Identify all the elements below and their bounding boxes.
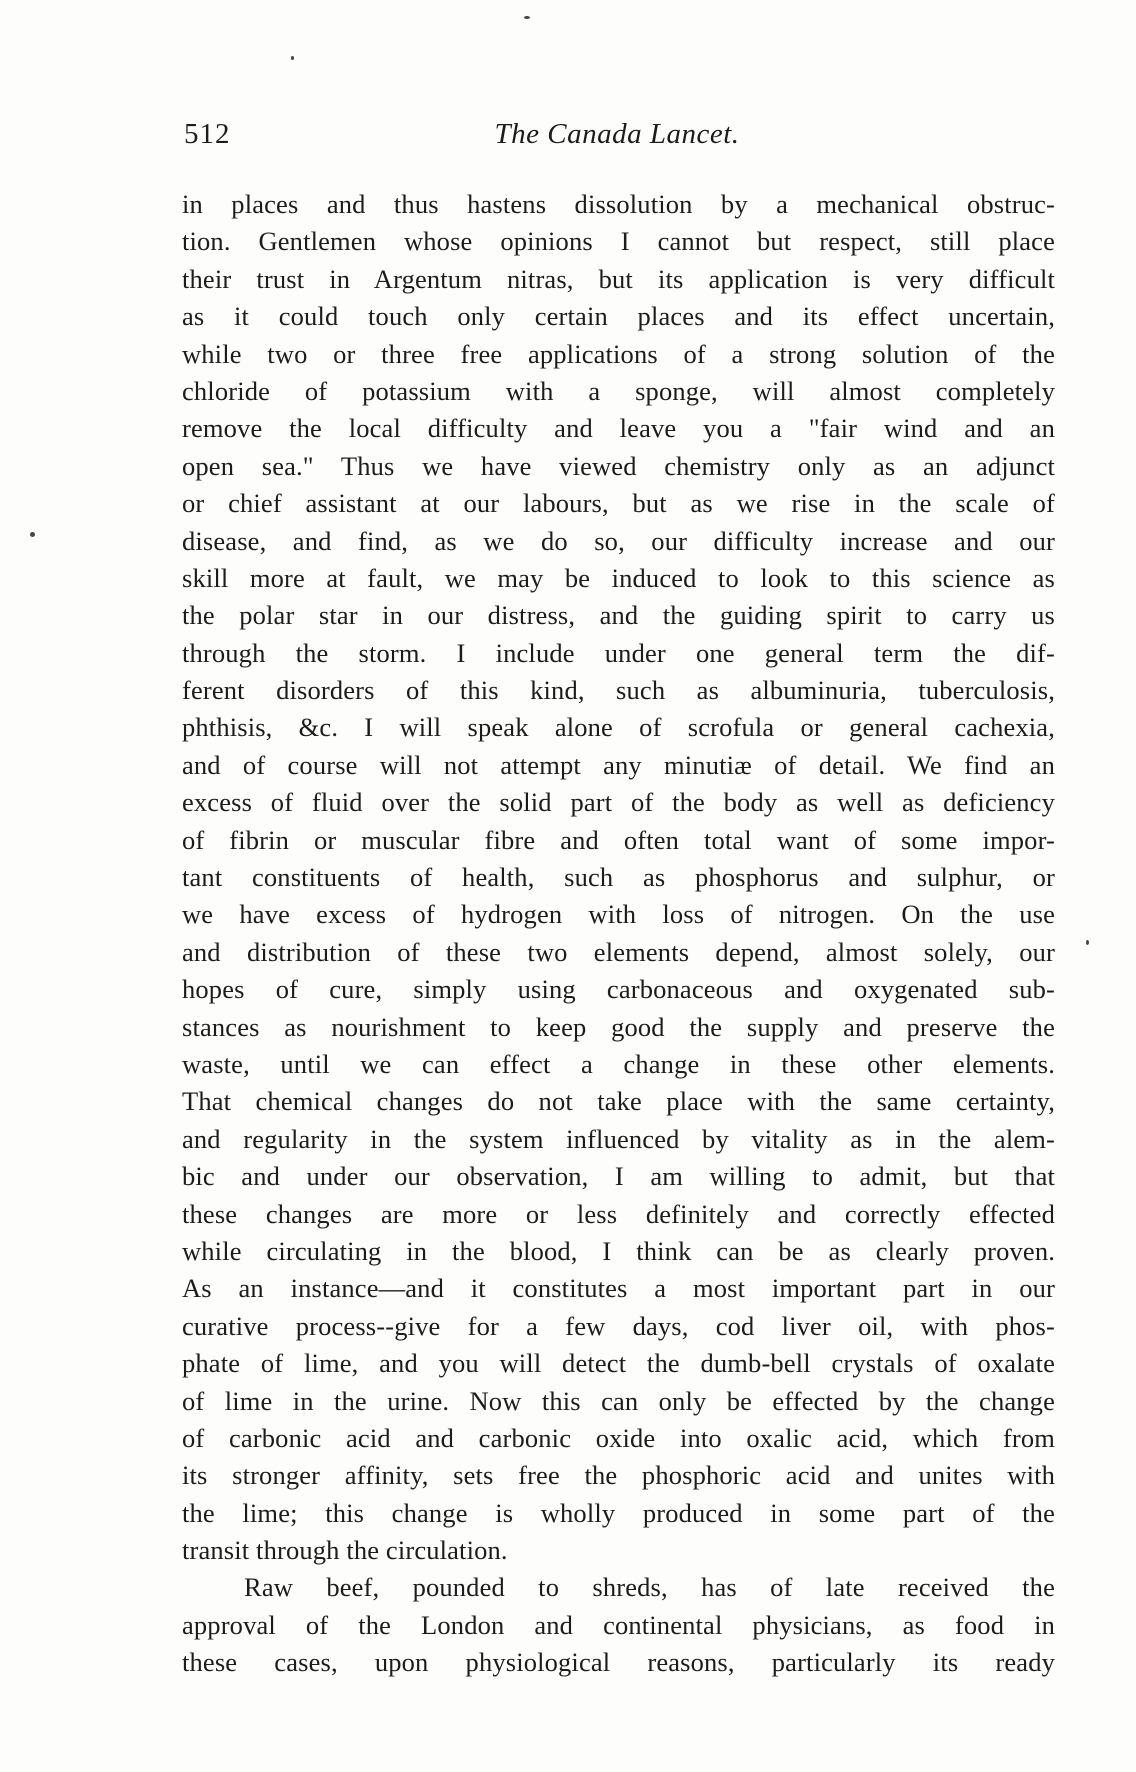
page-header: [184, 118, 1050, 158]
text-line: and of course will not attempt any minutiæ of detail. We find an: [182, 749, 1055, 780]
text-line: hopes of cure, simply using carbonaceous and oxygenated sub-: [182, 974, 1055, 1005]
text-line: its stronger affinity, sets free the phosphoric acid and unites with: [182, 1460, 1055, 1491]
page-number: 512: [184, 118, 231, 150]
text-line: these changes are more or less definitely and correctly effected: [182, 1198, 1055, 1229]
text-line: of carbonic acid and carbonic oxide into oxalic acid, which from: [182, 1422, 1055, 1453]
text-line: That chemical changes do not take place with the same certainty,: [182, 1086, 1055, 1117]
text-line: and distribution of these two elements depend, almost solely, our: [182, 936, 1055, 967]
text-line: we have excess of hydrogen with loss of nitrogen. On the use: [182, 899, 1055, 930]
text-line: as it could touch only certain places and its effect uncertain,: [182, 301, 1055, 332]
text-line: or chief assistant at our labours, but as we rise in the scale of: [182, 488, 1055, 519]
text-line: open sea." Thus we have viewed chemistry only as an adjunct: [182, 450, 1055, 481]
text-line: phthisis, &c. I will speak alone of scrofula or general cachexia,: [182, 712, 1055, 743]
text-line: disease, and find, as we do so, our difficulty increase and our: [182, 525, 1055, 556]
text-line: through the storm. I include under one general term the dif-: [182, 637, 1055, 668]
text-line: the polar star in our distress, and the guiding spirit to carry us: [182, 600, 1055, 631]
body-text: [182, 186, 1055, 1682]
text-line: excess of fluid over the solid part of the body as well as deficiency: [182, 787, 1055, 818]
text-line: stances as nourishment to keep good the supply and preserve the: [182, 1011, 1055, 1042]
text-line: tant constituents of health, such as phosphorus and sulphur, or: [182, 862, 1055, 893]
text-line: ferent disorders of this kind, such as albuminuria, tuberculosis,: [182, 675, 1055, 706]
text-line: chloride of potassium with a sponge, will almost completely: [182, 375, 1055, 406]
text-line: As an instance—and it constitutes a most important part in our: [182, 1273, 1055, 1304]
text-line: of lime in the urine. Now this can only be effected by the change: [182, 1385, 1055, 1416]
text-line: the lime; this change is wholly produced in some part of the: [182, 1497, 1055, 1528]
running-title: The Canada Lancet.: [494, 118, 740, 150]
text-line: tion. Gentlemen whose opinions I cannot but respect, still place: [182, 226, 1055, 257]
text-line: while circulating in the blood, I think can be as clearly proven.: [182, 1235, 1055, 1266]
text-line: and regularity in the system influenced by vitality as in the alem-: [182, 1123, 1055, 1154]
text-line: phate of lime, and you will detect the dumb-bell crystals of oxalate: [182, 1348, 1055, 1379]
text-line: curative process--give for a few days, cod liver oil, with phos-: [182, 1310, 1055, 1341]
text-line: waste, until we can effect a change in these other elements.: [182, 1048, 1055, 1079]
text-line: in places and thus hastens dissolution by a mechanical obstruc-: [182, 189, 1055, 219]
text-line: skill more at fault, we may be induced to look to this science as: [182, 562, 1055, 593]
print-speck: [291, 56, 294, 60]
text-line: remove the local difficulty and leave you a "fair wind and an: [182, 413, 1055, 444]
print-speck: [524, 16, 530, 19]
text-line: bic and under our observation, I am willing to admit, but that: [182, 1161, 1055, 1192]
text-line: these cases, upon physiological reasons, particularly its ready: [182, 1647, 1055, 1678]
print-speck: [1086, 940, 1089, 945]
text-line: while two or three free applications of a strong solution of the: [182, 338, 1055, 369]
text-line: their trust in Argentum nitras, but its application is very difficult: [182, 263, 1055, 294]
print-speck: [30, 532, 35, 537]
text-line: Raw beef, pounded to shreds, has of late received the: [244, 1572, 1055, 1603]
text-line: of fibrin or muscular fibre and often total want of some impor-: [182, 824, 1055, 855]
text-line: transit through the circulation.: [182, 1535, 508, 1566]
text-line: approval of the London and continental physicians, as food in: [182, 1609, 1055, 1640]
